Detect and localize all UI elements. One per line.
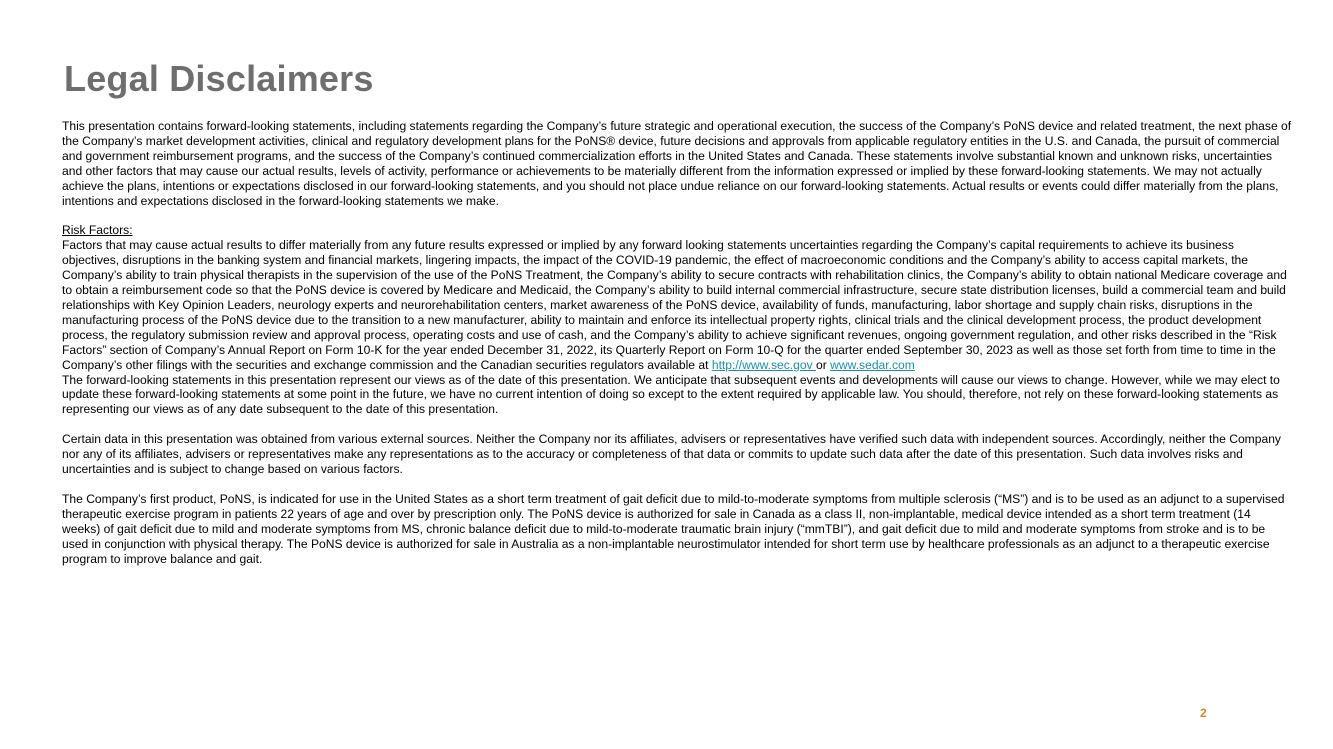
- page-number: 2: [1200, 706, 1207, 720]
- intro-paragraph: This presentation contains forward-looking statements, including statements regarding the Company’s future strategic and operational execution, the success of the Company’s PoNS device and related treatment, the next phase of the Company’s market development activities, clinical and regulatory development plans for the PoNS® device, future decisions and approvals from applicable regulatory entities in the U.S. and Canada, the pursuit of commercial and government reimbursement programs, and the success of the Company’s continued commercialization efforts in the United States and Canada. These statements involve substantial known and unknown risks, uncertainties and other factors that may cause our actual results, levels of activity, performance or achievements to be materially different from the information expressed or implied by these forward-looking statements. We may not actually achieve the plans, intentions or expectations disclosed in our forward-looking statements, and you should not place undue reliance on our forward-looking statements. Actual results or events could differ materially from the plans, intentions and expectations disclosed in the forward-looking statements we make.: [62, 119, 1292, 208]
- risk-factors-heading: Risk Factors:: [62, 223, 133, 238]
- sedar-link[interactable]: www.sedar.com: [830, 357, 915, 372]
- forward-looking-paragraph: The forward-looking statements in this presentation represent our views as of the date of this presentation. We anticipate that subsequent events and developments will cause our views to change. However, while we may elect to update these forward-looking statements at some point in the future, we have no current intention of doing so except to the extent required by applicable law. You should, therefore, not rely on these forward-looking statements as representing our views as of any date subsequent to the date of this presentation.: [62, 372, 1280, 417]
- spacer: [62, 208, 1292, 223]
- external-data-paragraph: Certain data in this presentation was obtained from various external sources. Neither the Company nor its affiliates, advisers or representatives have verified such data with independent sources. Accordingly, neither the Company nor any of its affiliates, advisers or representatives make any representations as to the accuracy or completeness of that data or commits to update such data after the date of this presentation. Such data involves risks and uncertainties and is subject to change based on various factors.: [62, 432, 1281, 477]
- sec-gov-link[interactable]: http://www.sec.gov: [711, 357, 817, 372]
- spacer: [62, 477, 1292, 492]
- disclaimer-body: [62, 119, 1292, 566]
- link-separator: or: [816, 357, 831, 372]
- risk-factors-section: [62, 223, 1292, 372]
- spacer: [62, 417, 1292, 432]
- risk-factors-text: Factors that may cause actual results to differ materially from any future results expressed or implied by any forward looking statements uncertainties regarding the Company’s capital requirements to achieve its business objectives, disruptions in the banking system and financial markets, lingering impacts, the impact of the COVID-19 pandemic, the effect of macroeconomic conditions and the Company’s ability to access capital markets, the Company’s ability to train physical therapists in the supervision of the use of the PoNS Treatment, the Company’s ability to secure contracts with rehabilitation clinics, the Company’s ability to obtain national Medicare coverage and to obtain a reimbursement code so that the PoNS device is covered by Medicare and Medicaid, the Company’s ability to build internal commercial infrastructure, secure state distribution licenses, build a commercial team and build relationships with Key Opinion Leaders, neurology experts and neurorehabilitation centers, market awareness of the PoNS device, availability of funds, manufacturing, labor shortage and supply chain risks, disruptions in the manufacturing process of the PoNS device due to the transition to a new manufacturer, ability to maintain and enforce its intellectual property rights, clinical trials and the clinical development process, the product development process, the regulatory submission review and approval process, operating costs and use of cash, and the Company’s ability to achieve significant revenues, ongoing government regulation, and other risks described in the “Risk Factors” section of Company’s Annual Report on Form 10-K for the year ended December 31, 2022, its Quarterly Report on Form 10-Q for the quarter ended September 30, 2023 as well as those set forth from time to time in the Company’s other filings with the securities and exchange commission and the Canadian securities regulators available at: [62, 238, 1287, 372]
- product-paragraph: The Company’s first product, PoNS, is indicated for use in the United States as a short term treatment of gait deficit due to mild-to-moderate symptoms from multiple sclerosis (“MS”) and is to be used as an adjunct to a supervised therapeutic exercise program in patients 22 years of age and over by prescription only. The PoNS device is authorized for sale in Canada as a class II, non-implantable, medical device intended as a short term treatment (14 weeks) of gait deficit due to mild and moderate symptoms from MS, chronic balance deficit due to mild-to-moderate traumatic brain injury (“mmTBI”), and gait deficit due to mild and moderate symptoms from stroke and is to be used in conjunction with physical therapy. The PoNS device is authorized for sale in Australia as a non-implantable neurostimulator intended for short term use by healthcare professionals as an adjunct to a therapeutic exercise program to improve balance and gait.: [62, 491, 1285, 566]
- slide-title: Legal Disclaimers: [64, 58, 374, 99]
